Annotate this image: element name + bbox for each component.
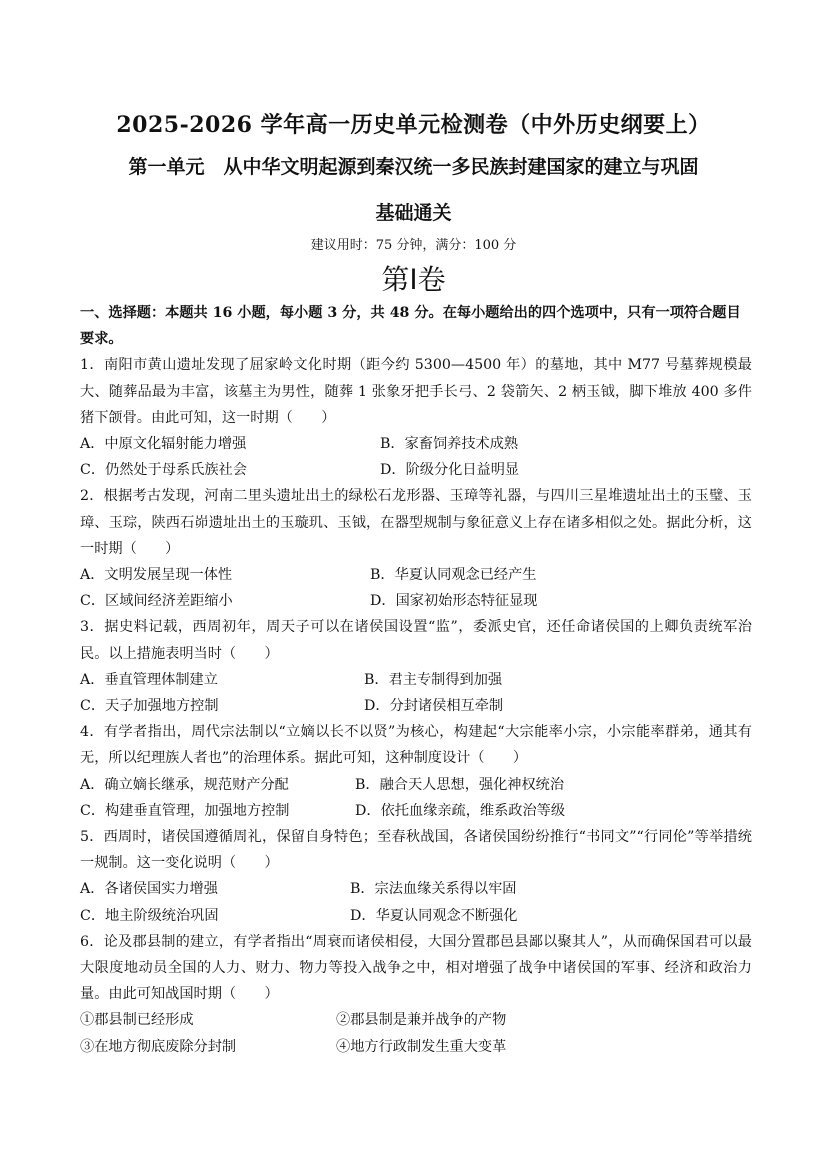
part-heading: 第Ⅰ卷 [381,265,446,296]
question-body [80,300,752,1060]
question-5-stem: 5．西周时，诸侯国遵循周礼，保留自身特色；至春秋战国，各诸侯国纷纷推行“书同文”“行同伦”等举措统一规制。这一变化说明（ ） [80,829,752,872]
option-d: D．分封诸侯相互牵制 [364,698,504,715]
option-a: A．文明发展呈现一体性 [80,567,233,584]
option-b: B．宗法血缘关系得以牢固 [350,881,517,898]
option-c: C．区域间经济差距缩小 [80,593,233,610]
option-3: ③在地方彻底废除分封制 [80,1038,237,1055]
option-4: ④地方行政制发生重大变革 [336,1038,507,1055]
question-2-options [80,562,752,614]
exam-title: 2025-2026 学年高一历史单元检测卷（中外历史纲要上） [116,112,711,138]
option-a: A．中原文化辐射能力增强 [80,436,247,453]
question-2-stem: 2．根据考古发现，河南二里头遗址出土的绿松石龙形器、玉璋等礼器，与四川三星堆遗址出土的玉璧、玉璋、玉琮，陕西石峁遗址出土的玉璇玑、玉钺，在器型规制与象征意义上存在诸多相似之处。据此分析，这一时期（ ） [80,488,752,557]
section-line-2: 要求。 [80,331,123,348]
section-instruction [80,300,752,352]
option-d: D．华夏认同观念不断强化 [350,907,518,924]
question-5-options [80,876,752,928]
option-a: A．确立嫡长继承，规范财产分配 [80,776,289,793]
option-a: A．各诸侯国实力增强 [80,881,218,898]
unit-title: 第一单元 从中华文明起源到秦汉统一多民族封建国家的建立与巩固 [128,156,699,178]
option-c: C．地主阶级统治巩固 [80,907,219,924]
option-b: B．华夏认同观念已经产生 [370,567,537,584]
question-4-stem: 4．有学者指出，周代宗法制以“立嫡以长不以贤”为核心，构建起“大宗能率小宗，小宗能率群弟，通其有无，所以纪理族人者也”的治理体系。据此可知，这种制度设计（ ） [80,724,752,767]
option-c: C．天子加强地方控制 [80,698,219,715]
option-b: B．君主专制得到加强 [364,671,503,688]
option-1: ①郡县制已经形成 [80,1012,194,1029]
section-line-1: 一、选择题：本题共 16 小题，每小题 3 分，共 48 分。在每小题给出的四个选项中，只有一项符合题目 [80,305,741,321]
option-d: D．依托血缘亲疏，维系政治等级 [355,802,566,819]
option-a: A．垂直管理体制建立 [80,671,218,688]
option-d: D．国家初始形态特征显现 [370,593,538,610]
question-3-options [80,667,752,719]
option-d: D．阶级分化日益明显 [380,462,520,479]
option-2: ②郡县制是兼并战争的产物 [336,1012,507,1029]
time-score-note: 建议用时：75 分钟，满分：100 分 [310,238,517,253]
question-4-options [80,772,752,824]
option-c: C．仍然处于母系氏族社会 [80,462,247,479]
question-1-options [80,431,752,483]
option-b: B．家畜饲养技术成熟 [380,436,519,453]
question-6-stem: 6．论及郡县制的建立，有学者指出“周衰而诸侯相侵，大国分置郡邑县鄙以聚其人”，从而确保国君可以最大限度地动员全国的人力、财力、物力等投入战争之中，相对增强了战争中诸侯国的军事、经济和政治力量。由此可知战国时期（ ） [80,933,752,1003]
subtitle: 基础通关 [375,202,452,224]
option-b: B．融合天人思想，强化神权统治 [355,776,565,793]
question-1-stem: 1．南阳市黄山遗址发现了屈家岭文化时期（距今约 5300—4500 年）的墓地，其中 M77 号墓葬规模最大、随葬品最为丰富，该墓主为男性，随葬 1 张象牙把手长弓、2 袋箭矢、2 柄玉钺，脚下堆放 400 多件猪下颌骨。由此可知，这一时期（ ） [80,357,752,426]
question-3-stem: 3．据史料记载，西周初年，周天子可以在诸侯国设置“监”，委派史官，还任命诸侯国的上卿负责统军治民。以上措施表明当时（ ） [80,619,752,662]
option-c: C．构建垂直管理，加强地方控制 [80,802,290,819]
question-6-options [80,1007,752,1059]
